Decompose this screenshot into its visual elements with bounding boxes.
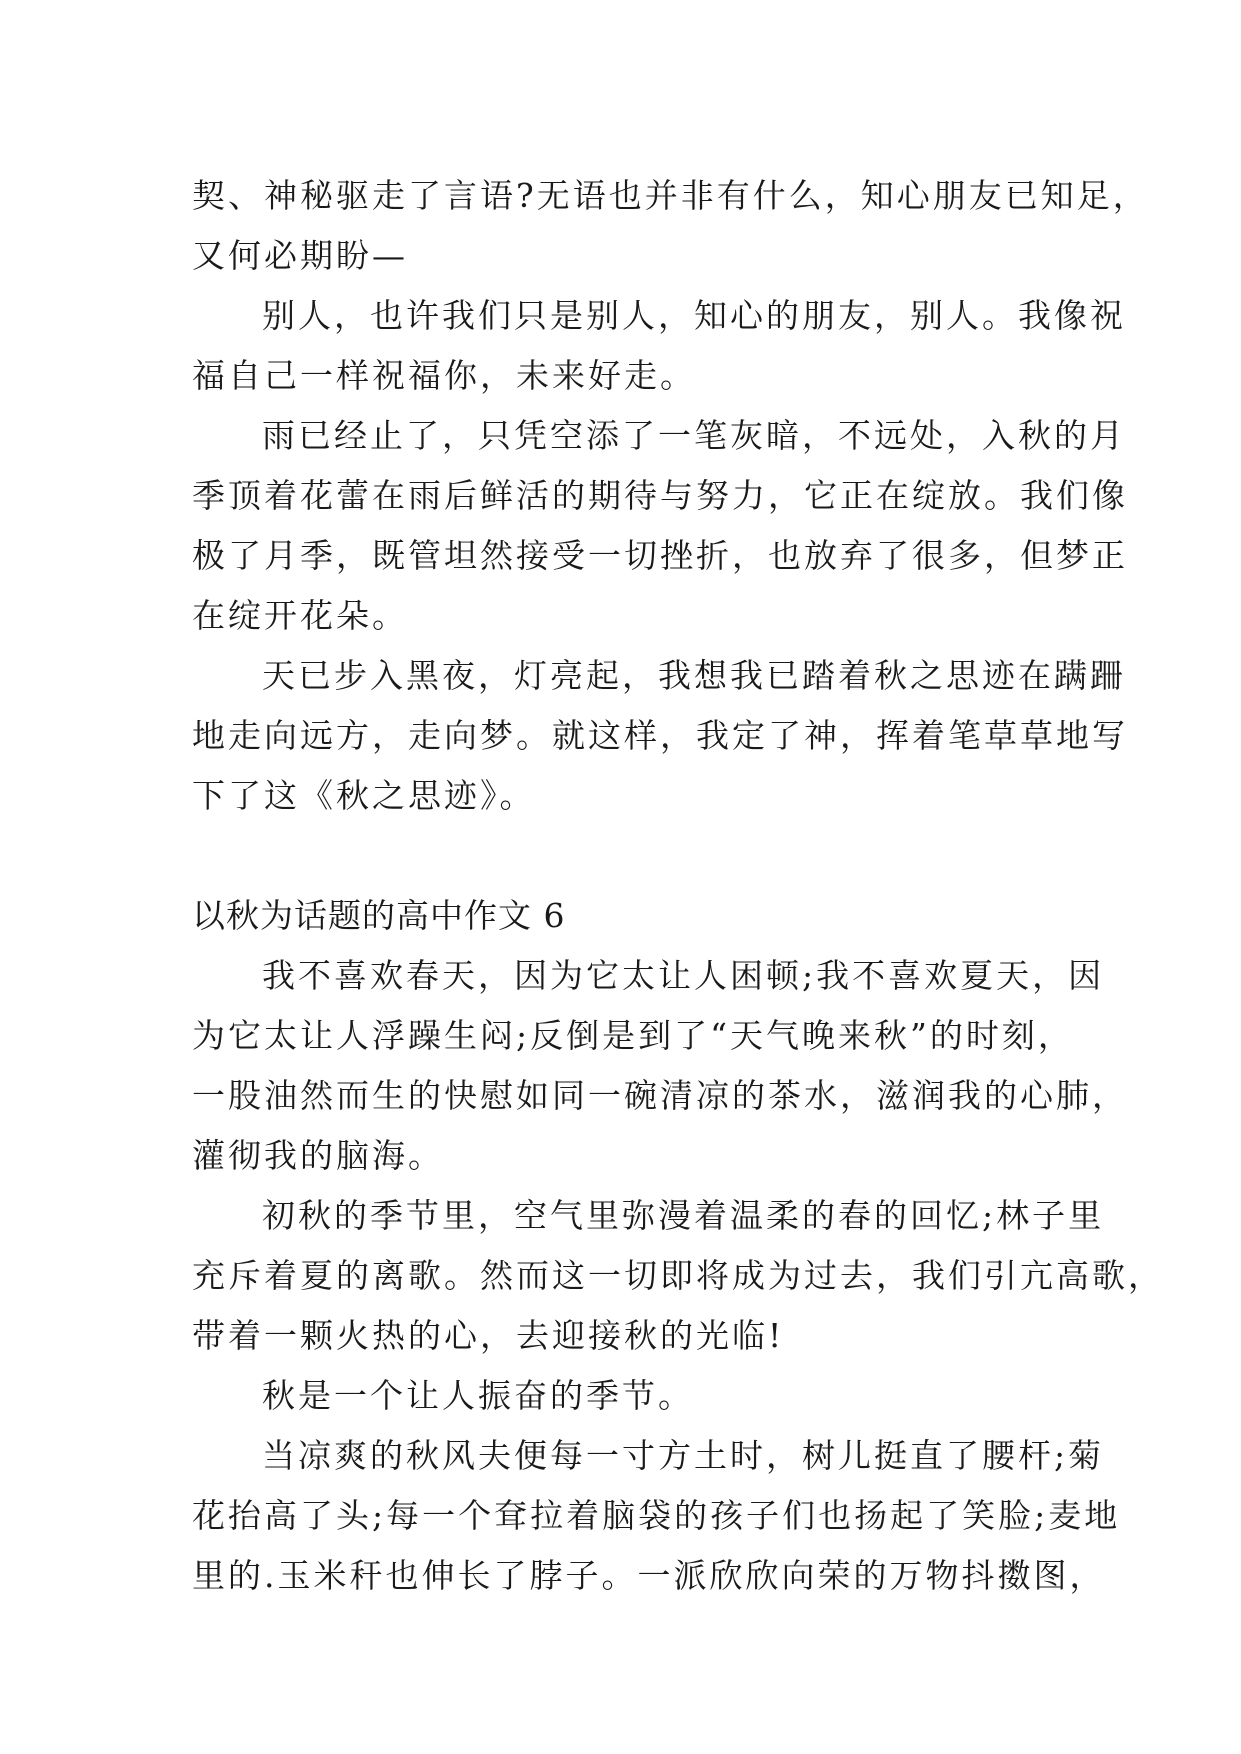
paragraph-start-line: 雨已经止了，只凭空添了一笔灰暗，不远处，入秋的月 <box>262 416 1126 455</box>
paragraph-start-line: 天已步入黑夜，灯亮起，我想我已踏着秋之思迹在蹒跚 <box>262 656 1126 695</box>
text-line: 极了月季，既管坦然接受一切挫折，也放弃了很多，但梦正 <box>192 536 1128 575</box>
text-line: 下了这《秋之思迹》。 <box>192 776 536 815</box>
text-line: 灌彻我的脑海。 <box>192 1136 444 1175</box>
text-line: 地走向远方，走向梦。就这样，我定了神，挥着笔草草地写 <box>192 716 1128 755</box>
section-heading: 以秋为话题的高中作文 6 <box>192 896 566 935</box>
section-gap <box>192 826 1072 886</box>
text-line: 充斥着夏的离歌。然而这一切即将成为过去，我们引亢高歌， <box>192 1256 1164 1295</box>
text-line: 福自己一样祝福你，未来好走。 <box>192 356 696 395</box>
text-line: 又何必期盼— <box>192 236 408 275</box>
paragraph-start-line: 秋是一个让人振奋的季节。 <box>262 1376 694 1415</box>
paragraph-start-line: 别人，也许我们只是别人，知心的朋友，别人。我像祝 <box>262 296 1126 335</box>
text-line: 里的.玉米秆也伸长了脖子。一派欣欣向荣的万物抖擞图， <box>192 1556 1106 1595</box>
paragraph-start-line: 初秋的季节里，空气里弥漫着温柔的春的回忆;林子里 <box>262 1196 1105 1235</box>
text-line: 为它太让人浮躁生闷;反倒是到了“天气晚来秋”的时刻， <box>192 1016 1074 1055</box>
text-line: 在绽开花朵。 <box>192 596 408 635</box>
text-line: 契、神秘驱走了言语?无语也并非有什么，知心朋友已知足， <box>192 176 1149 215</box>
text-line: 一股油然而生的快慰如同一碗清凉的茶水，滋润我的心肺， <box>192 1076 1128 1115</box>
text-line: 带着一颗火热的心，去迎接秋的光临! <box>192 1316 785 1355</box>
text-line: 季顶着花蕾在雨后鲜活的期待与努力，它正在绽放。我们像 <box>192 476 1128 515</box>
essay-body <box>192 166 1164 1606</box>
paragraph-start-line: 当凉爽的秋风夫便每一寸方土时，树儿挺直了腰杆;菊 <box>262 1436 1105 1475</box>
text-line: 花抬高了头;每一个耷拉着脑袋的孩子们也扬起了笑脸;麦地 <box>192 1496 1121 1535</box>
paragraph-start-line: 我不喜欢春天，因为它太让人困顿;我不喜欢夏天，因 <box>262 956 1105 995</box>
